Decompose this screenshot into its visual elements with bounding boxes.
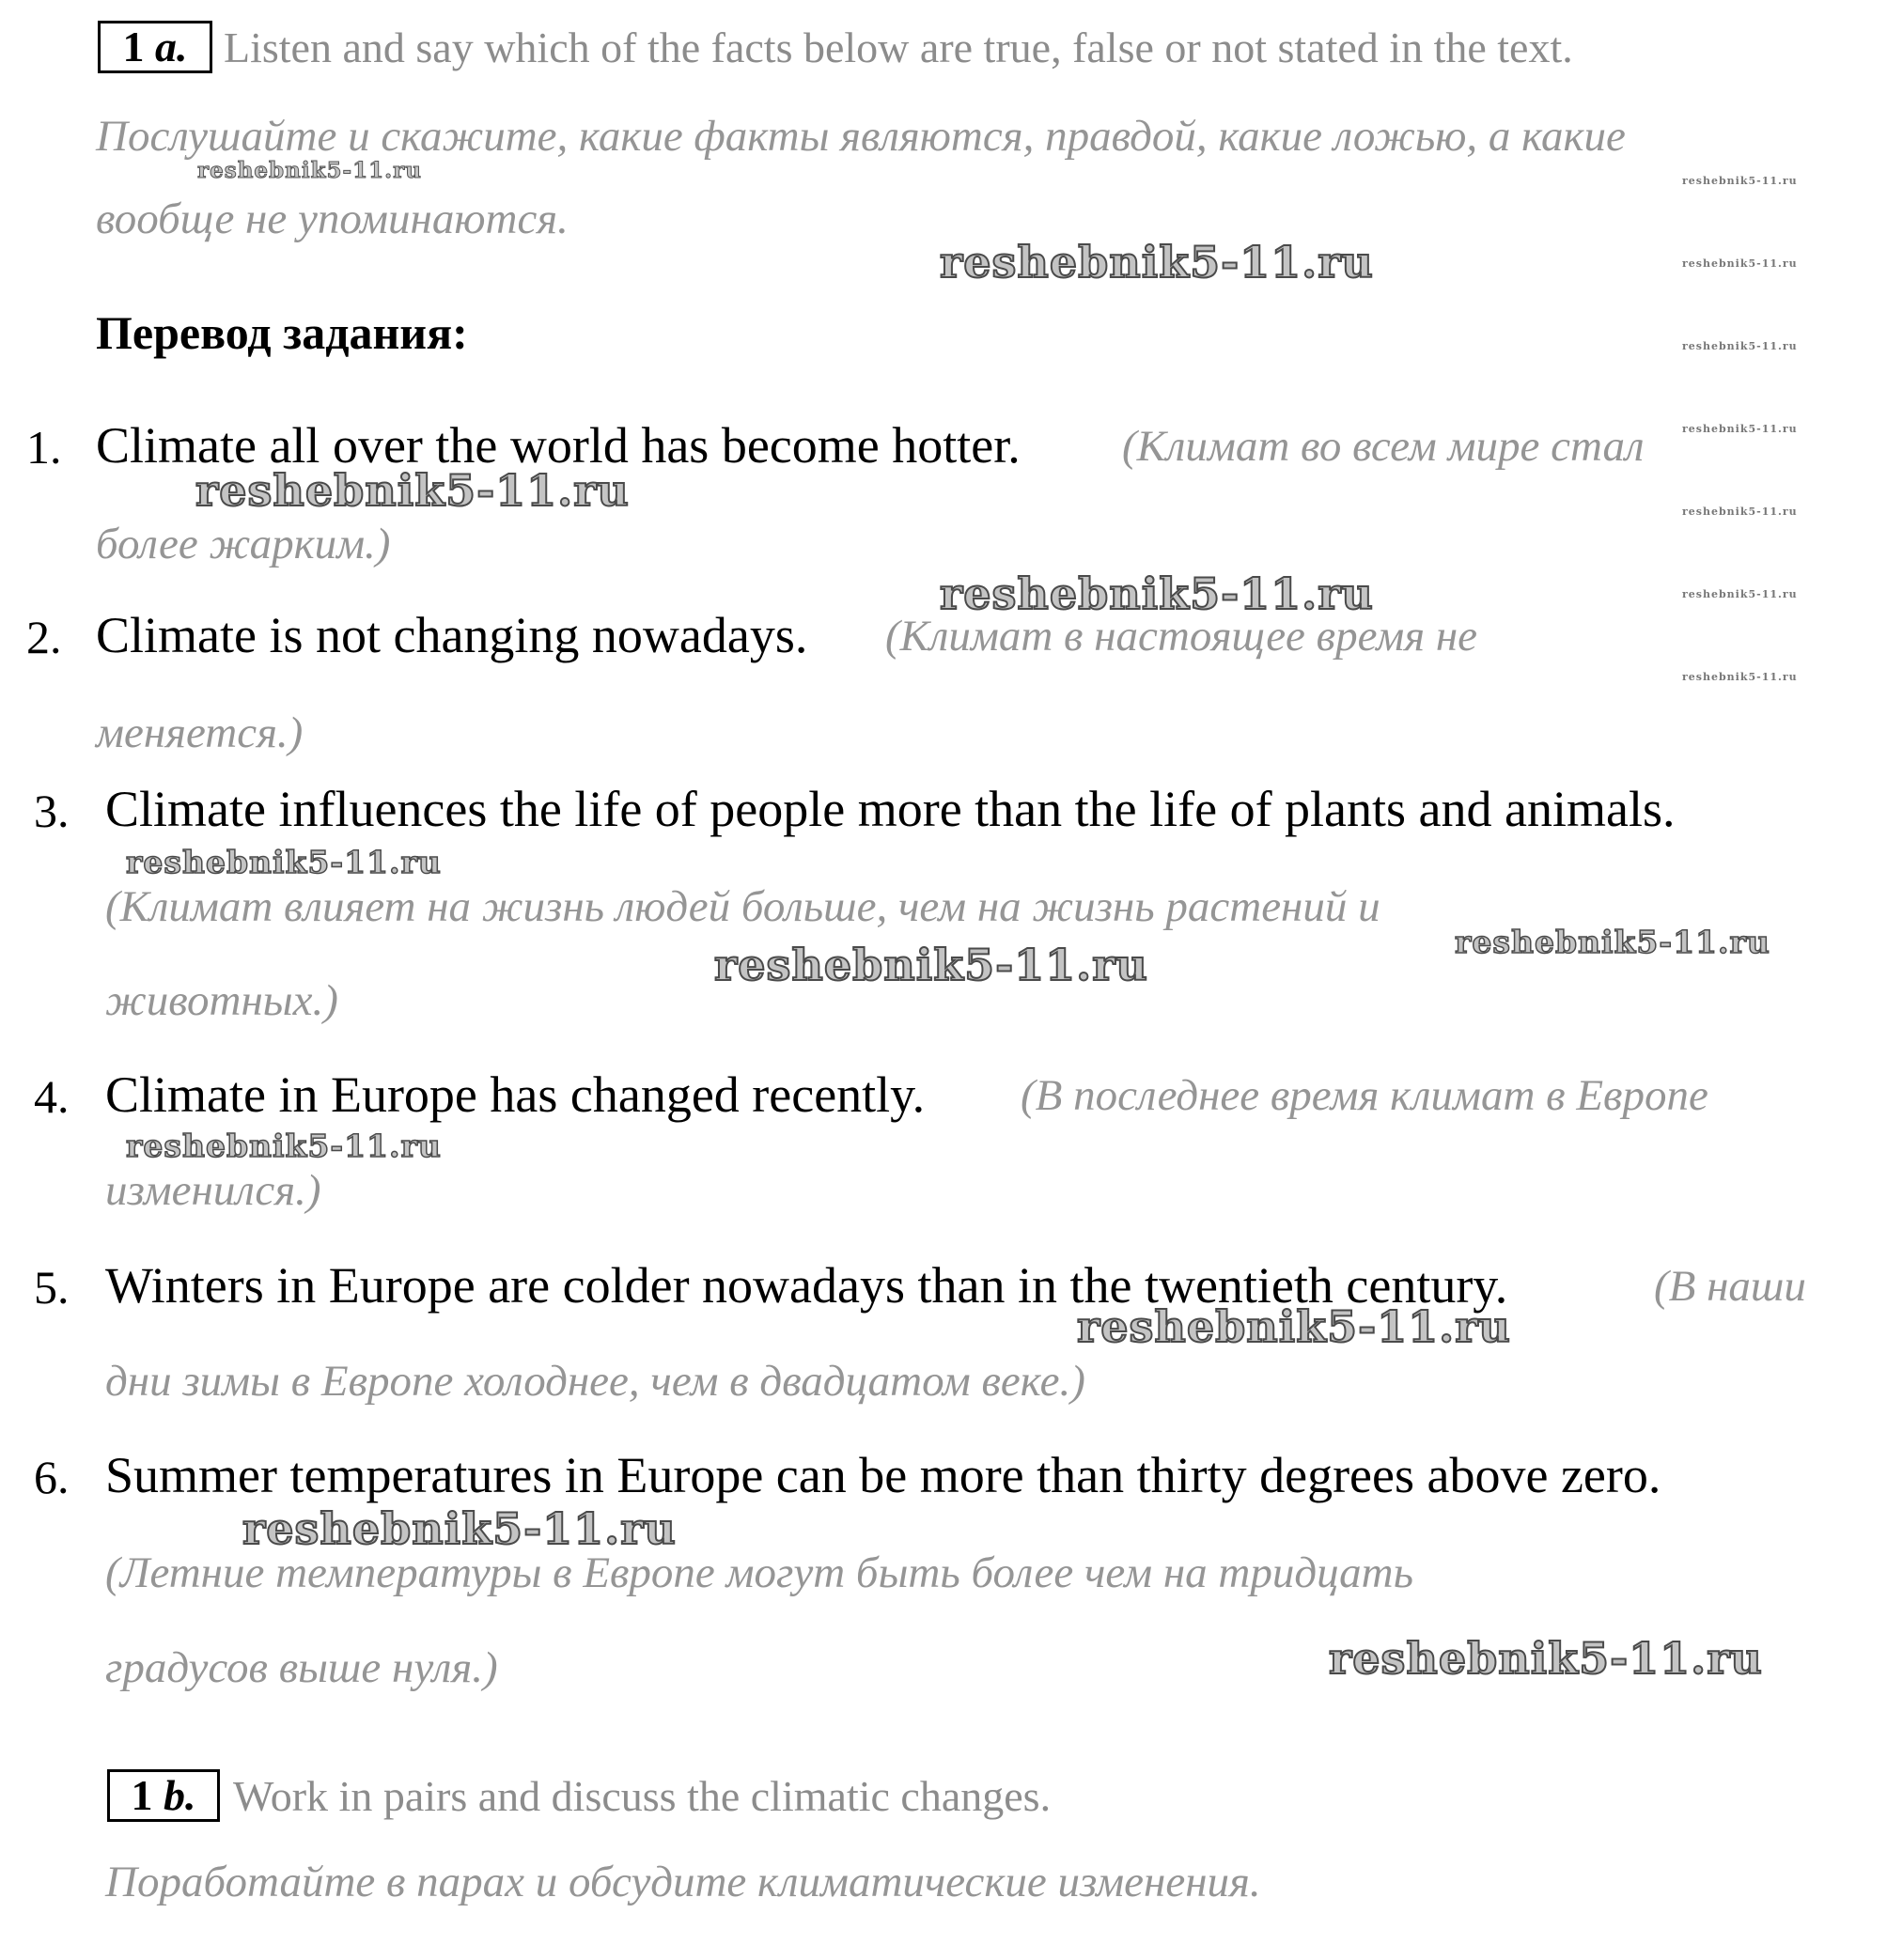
task-b-label (107, 1769, 220, 1822)
task-b-number: 1 (131, 1771, 153, 1819)
item-4-russian-cont: изменился.) (105, 1166, 321, 1215)
watermark: reshebnik5-11.ru (1329, 1633, 1763, 1684)
item-3-russian-cont: животных.) (105, 976, 338, 1025)
watermark: reshebnik5-11.ru (1455, 924, 1770, 960)
item-3-number: 3. (34, 785, 70, 837)
watermark: reshebnik5-11.ru (714, 940, 1148, 990)
item-1-russian-cont: более жарким.) (96, 520, 391, 568)
watermark: reshebnik5-11.ru (940, 237, 1374, 288)
item-3-english: Climate influences the life of people more than the life of plants and animals. (105, 781, 1676, 837)
item-1-number: 1. (26, 421, 62, 474)
task-a-number: 1 (122, 23, 145, 70)
task-b-russian: Поработайте в парах и обсудите климатические изменения. (105, 1858, 1261, 1906)
item-4-russian: (В последнее время климат в Европе (1021, 1071, 1708, 1120)
translation-heading: Перевод задания: (96, 306, 468, 359)
watermark: reshebnik5-11.ru (940, 568, 1374, 619)
watermark: reshebnik5-11.ru (195, 465, 630, 516)
item-2-russian-cont: меняется.) (96, 708, 304, 757)
task-a-ru-line1: Послушайте и скажите, какие факты являются, правдой, какие ложью, а какие (96, 112, 1626, 161)
item-1-russian: (Климат во всем мире стал (1122, 422, 1645, 471)
item-5-number: 5. (34, 1261, 70, 1314)
watermark: reshebnik5-11.ru (1682, 588, 1798, 600)
watermark: reshebnik5-11.ru (1682, 257, 1798, 270)
watermark: reshebnik5-11.ru (126, 844, 442, 880)
task-a-letter: a. (155, 23, 188, 70)
item-6-number: 6. (34, 1451, 70, 1503)
watermark: reshebnik5-11.ru (242, 1503, 677, 1554)
item-5-english: Winters in Europe are colder nowadays than in the twentieth century. (105, 1257, 1508, 1314)
item-6-russian: (Летние температуры в Европе могут быть более чем на тридцать (105, 1548, 1414, 1597)
task-b-instruction: Work in pairs and discuss the climatic changes. (233, 1772, 1052, 1820)
item-2-number: 2. (26, 611, 62, 663)
item-5-russian-cont: дни зимы в Европе холоднее, чем в двадцатом веке.) (105, 1357, 1085, 1406)
watermark: reshebnik5-11.ru (1682, 175, 1798, 187)
item-2-russian: (Климат в настоящее время не (885, 612, 1478, 661)
watermark: reshebnik5-11.ru (1077, 1301, 1511, 1352)
task-a-label (98, 21, 212, 73)
watermark: reshebnik5-11.ru (126, 1128, 442, 1164)
item-6-english: Summer temperatures in Europe can be more than thirty degrees above zero. (105, 1447, 1661, 1503)
item-3-russian: (Климат влияет на жизнь людей больше, чем на жизнь растений и (105, 882, 1380, 931)
watermark: reshebnik5-11.ru (1682, 423, 1798, 435)
watermark: reshebnik5-11.ru (1682, 671, 1798, 683)
task-b-letter: b. (164, 1771, 196, 1819)
task-a-ru-line2: вообще не упоминаются. (96, 194, 569, 243)
task-a-instruction: Listen and say which of the facts below are true, false or not stated in the text. (224, 23, 1573, 71)
item-2-english: Climate is not changing nowadays. (96, 607, 808, 663)
item-5-russian: (В наши (1654, 1262, 1806, 1311)
item-1-english: Climate all over the world has become hotter. (96, 417, 1021, 474)
watermark: reshebnik5-11.ru (1682, 506, 1798, 518)
item-4-english: Climate in Europe has changed recently. (105, 1066, 926, 1123)
watermark: reshebnik5-11.ru (1682, 340, 1798, 352)
item-4-number: 4. (34, 1070, 70, 1123)
item-6-russian-cont: градусов выше нуля.) (105, 1643, 498, 1692)
watermark: reshebnik5-11.ru (197, 158, 422, 183)
